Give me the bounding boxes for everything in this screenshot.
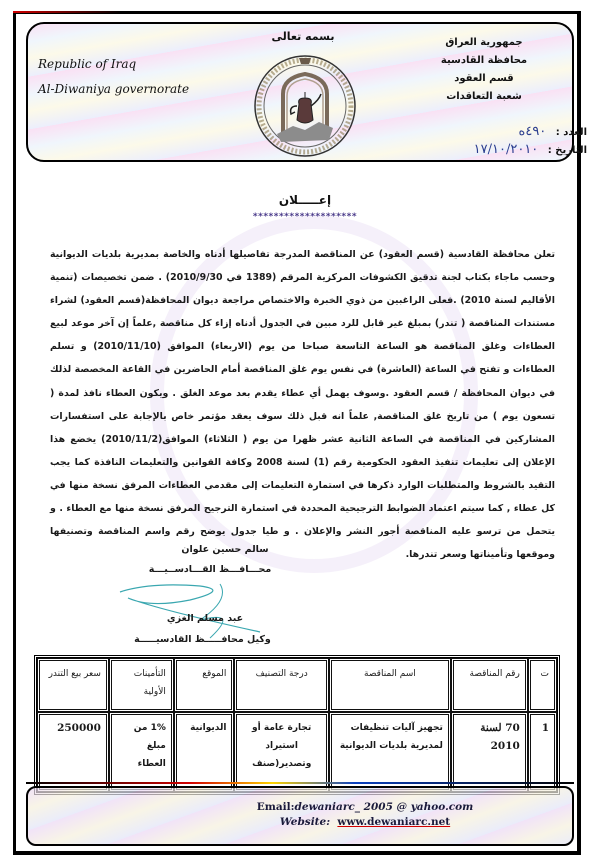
contact-info (250, 800, 480, 830)
handwritten-signature-icon (110, 580, 280, 640)
cell-location: الديوانية (174, 712, 235, 792)
reference-date-label: التاريخ : (547, 145, 587, 156)
cell-tender-name: تجهيز آليات تنظيفات لمديرية بلديات الديوانية (329, 712, 451, 792)
frame-accent (13, 11, 193, 13)
reference-number-value: ٤٩٠ه (518, 124, 547, 139)
header-tender-number: رقم المناقصة (451, 658, 528, 712)
cell-tender-number: 70 لسنة 2010 (451, 712, 528, 792)
cell-tender-price: 250000 (37, 712, 109, 792)
cell-seq: 1 (528, 712, 557, 792)
reference-number (519, 124, 587, 139)
announcement-title: إعـــــلان (278, 193, 332, 207)
header-seq: ت (528, 658, 557, 712)
email-line (250, 800, 480, 815)
department-name: قسم العقود (454, 73, 514, 84)
website-label: Website: (279, 816, 331, 828)
website-link[interactable]: www.dewaniarc.net (337, 816, 451, 828)
reference-date (474, 142, 587, 157)
tender-table (34, 655, 560, 795)
basmala-heading: بسمه تعالى (271, 30, 335, 43)
governorate-emblem-icon (245, 48, 365, 168)
table-header-row (37, 658, 557, 712)
deputy-governor-title: وكيل محافـــــظ القادسيـــــة (134, 634, 271, 645)
reference-date-value: ١٧/١٠/٢٠١٠ (473, 142, 539, 157)
email-label: Email: (256, 801, 295, 813)
deputy-governor-name: عبد مسلم الغزي (166, 613, 244, 624)
country-name-ar: جمهورية العراق (445, 37, 523, 48)
arabic-header (414, 34, 554, 106)
header-classification: درجة التصنيف (234, 658, 329, 712)
announcement-paragraph: تعلن محافظة القادسية (قسم العقود) عن المناقصة المدرجة تفاصيلها أدناه والخاصة بمديرية بلديات الديوانية وحسب ماجاء بكتاب لجنة تدقيق الكشوفات المركزية المرقم (1389 في 2010/9/30) . ضمن تخصيصات (تنمية الأقاليم لسنة 2010) .فعلى الراغبين من ذوي الخبرة والاختصاص مراجعة ديوان المحافظة(قسم العقود) لشراء مستندات المناقصة ( تندر) بمبلغ غير قابل للرد مبين في الجدول أدناه إزاء كل مناقصة ,علماً إن آخر موعد لبيع العطاءات وغلق المناقصة هو الساعة التاسعة صباحا من يوم (الاربعاء) الموافق (2010/11/10) و تسلم العطاءات و تفتح في الساعة (العاشرة) في نفس يوم غلق المناقصة أمام الحاضرين في القاعة المخصصة لذلك في ديوان المحافظة / قسم العقود .وسوف يهمل أي عطاء يقدم بعد موعد الغلق . ويكون العطاء نافذ لمدة ( تسعون يوم ) من تاريخ غلق المناقصة, علماً انه قبل ذلك سوف يعقد مؤتمر خاص بالإجابة على استفسارات المشاركين في المناقصة في الساعة الثانية عشر ظهرا من يوم ( الثلاثاء) الموافق(2010/11/2) يخضع هذا الإعلان إلى تعليمات تنفيذ العقود الحكومية رقم (1) لسنة 2008 وكافة القوانين والتعليمات النافذة كما يجب التقيد بالشروط والمتطلبات الوارد ذكرها في استمارة التعليمات إلى مقدمي العطاءات المرفق نسخة منها في كل عطاء , كما سيتم اعتماد الضوابط الترجيحية المحددة في استمارة الترجيح المرفق نسخة منها مع العطاء . و يتحمل من ترسو عليه المناقصة أجور النشر والإعلان . و طيا جدول يوضح رقم واسم المناقصة وتصنيفها وموقعها وتأميناتها وسعر تندرها. (50, 249, 555, 561)
english-header (38, 52, 189, 102)
governorate-name-ar: محافظة القادسية (440, 55, 528, 66)
footer-divider (26, 782, 574, 784)
governor-title: محـــافـــظ القـــادســيـــة (148, 564, 272, 575)
header-tender-name: اسم المناقصة (329, 658, 451, 712)
header-tender-price: سعر بيع التندر (37, 658, 109, 712)
country-name-en: Republic of Iraq (38, 57, 137, 71)
tender-table-container (34, 655, 560, 795)
table-row (37, 712, 557, 792)
section-name: شعبة التعاقدات (446, 91, 522, 102)
governor-name: سالم حسين علوان (181, 544, 269, 555)
header-initial-insurance: التأمينات الأولية (109, 658, 174, 712)
email-address[interactable]: dewaniarc_ 2005 @ yahoo.com (294, 801, 474, 813)
announcement-body (50, 243, 555, 566)
reference-number-label: العدد : (555, 127, 587, 138)
cell-initial-insurance: 1% من مبلغ العطاء (109, 712, 174, 792)
title-divider: ******************** (252, 212, 358, 222)
website-line (250, 815, 480, 830)
governorate-name-en: Al-Diwaniya governorate (38, 82, 190, 96)
cell-classification: تجارة عامة أو استيراد وتصدير(صنف (234, 712, 329, 792)
header-location: الموقع (174, 658, 235, 712)
